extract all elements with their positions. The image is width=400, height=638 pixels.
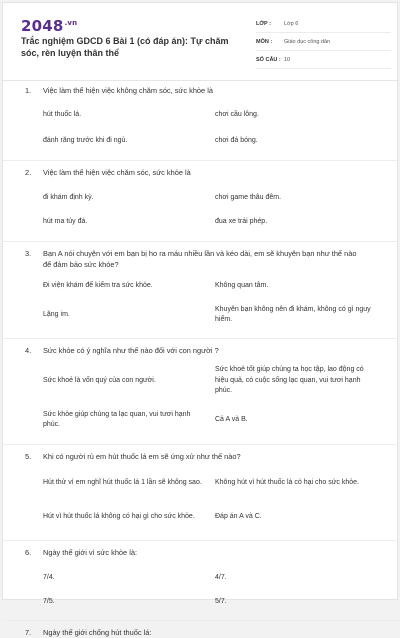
question-text: Ngày thế giới chống hút thuốc lá: bbox=[43, 628, 152, 637]
question-1 bbox=[3, 81, 399, 154]
logo-text: 2048 bbox=[21, 17, 64, 35]
answer-option-d[interactable]: đua xe trái phép. bbox=[215, 217, 268, 225]
logo-domain: .vn bbox=[64, 19, 78, 27]
answer-option-b[interactable]: chơi game thâu đêm. bbox=[215, 193, 282, 201]
meta-row-count bbox=[256, 51, 391, 69]
answer-option-a[interactable]: hút thuốc lá. bbox=[43, 110, 82, 118]
answer-option-d[interactable]: Cả A và B. bbox=[215, 415, 248, 423]
answer-option-d[interactable]: 5/7. bbox=[215, 597, 227, 605]
answer-option-c[interactable]: hút ma túy đá. bbox=[43, 217, 88, 225]
answer-option-a[interactable]: Sức khoẻ là vốn quý của con người. bbox=[43, 376, 156, 384]
meta-table bbox=[256, 15, 391, 69]
question-stem bbox=[25, 248, 377, 270]
question-number: 3. bbox=[25, 249, 32, 258]
header bbox=[3, 3, 399, 81]
question-text: Ngày thế giới vì sức khỏe là: bbox=[43, 548, 138, 557]
meta-key: MÔN : bbox=[256, 38, 273, 45]
question-7 bbox=[3, 621, 399, 638]
answer-option-b[interactable]: Không hút vì hút thuốc lá có hại cho sức khỏe. bbox=[215, 478, 359, 486]
answer-option-a[interactable]: Đi viện khám để kiểm tra sức khỏe. bbox=[43, 281, 153, 289]
question-stem bbox=[25, 451, 377, 462]
answer-options bbox=[43, 466, 377, 534]
question-text: Bạn A nói chuyện với em bạn bị ho ra máu nhiều lần và kéo dài, em sẽ khuyên bạn như thế nào để đảm bảo sức khỏe? bbox=[43, 249, 357, 269]
answer-option-d[interactable]: Khuyên bạn không nên đi khám, không có gì nguy hiểm. bbox=[215, 305, 371, 323]
question-6 bbox=[3, 541, 399, 614]
meta-value: 10 bbox=[284, 56, 291, 63]
answer-option-d[interactable]: Đáp án A và C. bbox=[215, 512, 262, 520]
answer-option-c[interactable]: Sức khỏe giúp chúng ta lạc quan, vui tươi hạnh phúc. bbox=[43, 410, 191, 428]
answer-option-c[interactable]: 7/5. bbox=[43, 597, 55, 605]
question-number: 6. bbox=[25, 548, 32, 557]
question-text: Việc làm thể hiện việc chăm sóc, sức khỏe là bbox=[43, 168, 191, 177]
answer-options bbox=[43, 360, 377, 438]
question-text: Sức khỏe có ý nghĩa như thế nào đối với con người ? bbox=[43, 346, 219, 355]
answer-option-a[interactable]: đi khám định kỳ. bbox=[43, 193, 94, 201]
page-title: Trắc nghiệm GDCD 6 Bài 1 (có đáp án): Tự chăm sóc, rèn luyện thân thể bbox=[21, 36, 229, 58]
question-number: 5. bbox=[25, 452, 32, 461]
meta-row-class bbox=[256, 15, 391, 33]
answer-option-a[interactable]: Hút thử vì em nghĩ hút thuốc lá 1 lần sẽ không sao. bbox=[43, 478, 202, 486]
question-4 bbox=[3, 339, 399, 438]
question-text: Khi có người rủ em hút thuốc lá em sẽ ứng xử như thế nào? bbox=[43, 452, 241, 461]
answer-options bbox=[43, 566, 377, 614]
answer-option-d[interactable]: chơi đá bóng. bbox=[215, 136, 258, 144]
answer-option-b[interactable]: 4/7. bbox=[215, 573, 227, 581]
answer-option-a[interactable]: 7/4. bbox=[43, 573, 55, 581]
answer-options bbox=[43, 274, 377, 332]
question-stem bbox=[25, 167, 377, 178]
question-number: 7. bbox=[25, 628, 32, 637]
question-number: 4. bbox=[25, 346, 32, 355]
question-text: Việc làm thể hiện việc không chăm sóc, sức khỏe là bbox=[43, 86, 213, 95]
answer-option-b[interactable]: Sức khoẻ tốt giúp chúng ta học tập, lao động có hiệu quả, có cuộc sống lạc quan, vui tươi hạnh phúc. bbox=[215, 366, 364, 395]
question-number: 1. bbox=[25, 86, 32, 95]
answer-option-c[interactable]: đánh răng trước khi đi ngủ. bbox=[43, 136, 128, 144]
question-2 bbox=[3, 161, 399, 234]
question-stem bbox=[25, 85, 377, 96]
question-3 bbox=[3, 242, 399, 332]
answer-option-b[interactable]: chơi cầu lông. bbox=[215, 110, 259, 118]
meta-value: Giáo dục công dân bbox=[284, 38, 331, 45]
question-stem bbox=[25, 627, 377, 638]
question-5 bbox=[3, 445, 399, 534]
answer-options bbox=[43, 102, 377, 154]
question-stem bbox=[25, 345, 377, 356]
answer-option-b[interactable]: Không quan tâm. bbox=[215, 281, 269, 289]
question-number: 2. bbox=[25, 168, 32, 177]
answer-options bbox=[43, 186, 377, 234]
meta-key: LỚP : bbox=[256, 20, 271, 27]
answer-option-c[interactable]: Lặng im. bbox=[43, 310, 70, 318]
answer-option-c[interactable]: Hút vì hút thuốc lá không có hại gì cho sức khỏe. bbox=[43, 512, 195, 520]
site-logo[interactable] bbox=[21, 17, 77, 35]
question-stem bbox=[25, 547, 377, 558]
question-list bbox=[3, 81, 399, 638]
worksheet-page bbox=[2, 2, 398, 637]
meta-value: Lớp 6 bbox=[284, 20, 299, 27]
meta-key: SỐ CÂU : bbox=[256, 56, 281, 63]
meta-row-subject bbox=[256, 33, 391, 51]
